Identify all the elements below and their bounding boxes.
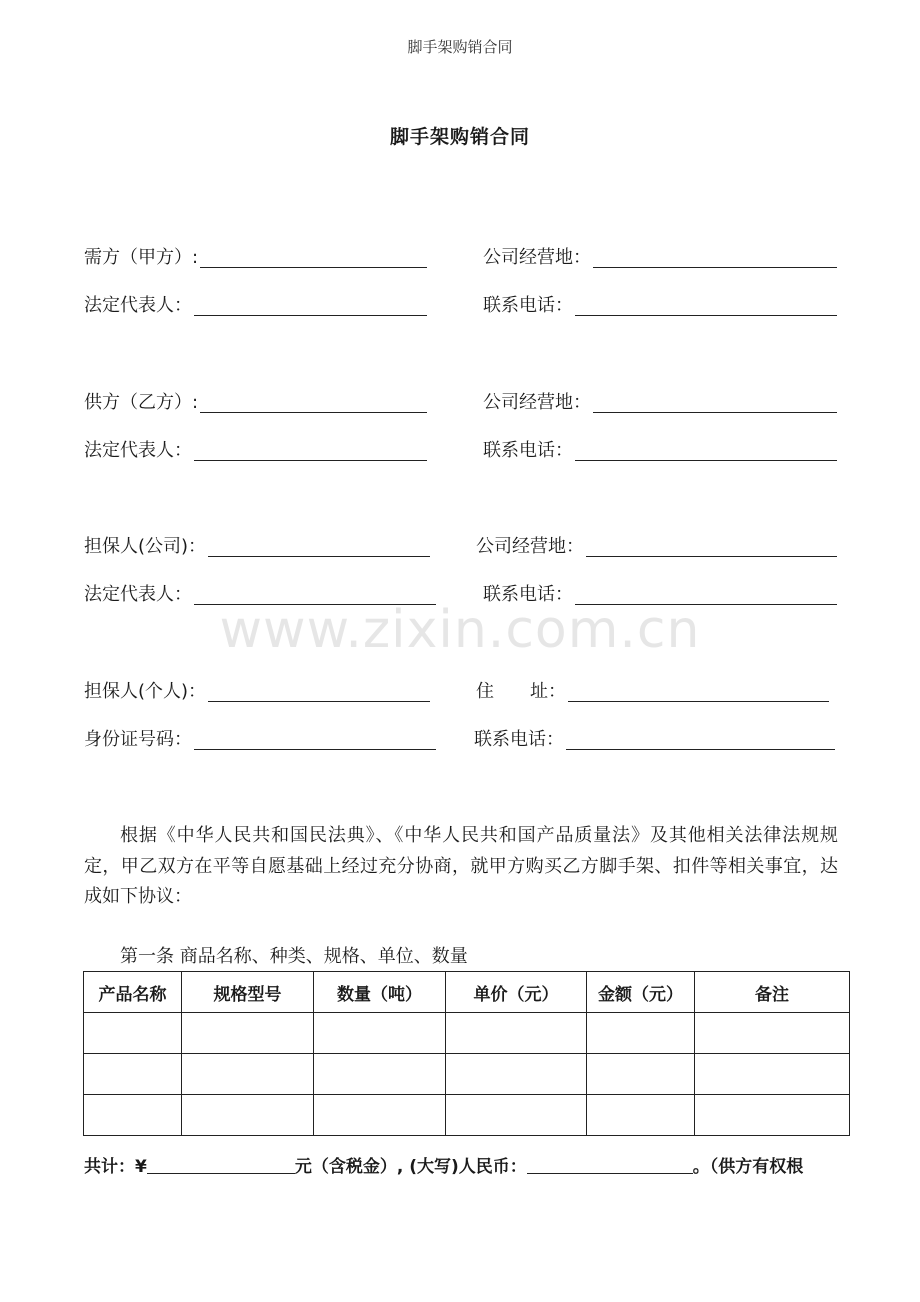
seller-phone-field[interactable]	[483, 439, 837, 463]
buyer-phone-label: 联系电话：	[483, 295, 573, 316]
guarantor-person-id-blank[interactable]	[194, 730, 436, 750]
buyer-address-label: 公司经营地：	[483, 247, 591, 268]
guarantor-person-name-field[interactable]	[84, 680, 430, 704]
table-cell[interactable]	[314, 1013, 446, 1054]
guarantor-company-address-field[interactable]	[476, 535, 837, 559]
guarantor-company-rep-field[interactable]	[84, 583, 436, 607]
goods-table-header-row	[84, 972, 850, 1013]
watermark: www.zixin.com.cn	[219, 600, 701, 660]
table-cell[interactable]	[695, 1054, 850, 1095]
preamble-paragraph: 根据《中华人民共和国民法典》、《中华人民共和国产品质量法》及其他相关法律法规规定，甲乙双方在平等自愿基础上经过充分协商，就甲方购买乙方脚手架、扣件等相关事宜，达成如下协议：	[84, 825, 838, 907]
goods-table	[83, 971, 850, 1136]
col-header-remarks: 备注	[695, 972, 850, 1013]
buyer-name-blank[interactable]	[200, 248, 427, 268]
table-cell[interactable]	[84, 1054, 182, 1095]
table-cell[interactable]	[446, 1054, 587, 1095]
seller-name-label: 供方（乙方）:	[84, 392, 199, 413]
table-cell[interactable]	[84, 1095, 182, 1136]
guarantor-company-name-field[interactable]	[84, 535, 430, 559]
seller-name-blank[interactable]	[200, 393, 427, 413]
buyer-rep-blank[interactable]	[194, 296, 427, 316]
guarantor-person-id-label: 身份证号码：	[84, 729, 192, 750]
buyer-name-label: 需方（甲方）:	[84, 247, 199, 268]
total-mid: 元（含税金）, (大写)人民币：	[294, 1157, 527, 1177]
guarantor-person-phone-label: 联系电话：	[474, 729, 564, 750]
guarantor-company-rep-blank[interactable]	[194, 585, 436, 605]
seller-rep-blank[interactable]	[194, 441, 427, 461]
guarantor-person-phone-blank[interactable]	[566, 730, 835, 750]
table-row	[84, 1054, 850, 1095]
article-1-title: 第一条 商品名称、种类、规格、单位、数量	[120, 946, 468, 967]
seller-address-blank[interactable]	[593, 393, 837, 413]
buyer-name-field[interactable]	[84, 246, 427, 270]
total-prefix: 共计：¥	[84, 1157, 147, 1177]
col-header-quantity: 数量（吨）	[314, 972, 446, 1013]
document-title: 脚手架购销合同	[389, 126, 530, 148]
seller-rep-label: 法定代表人：	[84, 440, 192, 461]
buyer-phone-blank[interactable]	[575, 296, 837, 316]
buyer-address-field[interactable]	[483, 246, 837, 270]
guarantor-company-rep-label: 法定代表人：	[84, 584, 192, 605]
table-cell[interactable]	[182, 1013, 314, 1054]
guarantor-person-phone-field[interactable]	[474, 728, 835, 752]
guarantor-company-phone-label: 联系电话：	[483, 584, 573, 605]
guarantor-person-name-label: 担保人(个人)：	[84, 681, 207, 702]
seller-name-field[interactable]	[84, 391, 427, 415]
table-cell[interactable]	[695, 1095, 850, 1136]
guarantor-person-name-blank[interactable]	[208, 682, 430, 702]
table-cell[interactable]	[446, 1095, 587, 1136]
guarantor-company-address-label: 公司经营地：	[476, 536, 584, 557]
seller-address-field[interactable]	[483, 391, 837, 415]
buyer-rep-field[interactable]	[84, 294, 427, 318]
guarantor-company-name-label: 担保人(公司)：	[84, 536, 207, 557]
guarantor-company-name-blank[interactable]	[208, 537, 430, 557]
buyer-address-blank[interactable]	[593, 248, 837, 268]
col-header-unit-price: 单价（元）	[446, 972, 587, 1013]
table-cell[interactable]	[182, 1054, 314, 1095]
seller-phone-blank[interactable]	[575, 441, 837, 461]
table-cell[interactable]	[587, 1095, 695, 1136]
guarantor-company-phone-blank[interactable]	[575, 585, 837, 605]
seller-rep-field[interactable]	[84, 439, 427, 463]
total-line	[84, 1149, 854, 1177]
table-cell[interactable]	[314, 1095, 446, 1136]
guarantor-company-phone-field[interactable]	[483, 583, 837, 607]
total-amount-blank[interactable]	[147, 1154, 295, 1174]
table-cell[interactable]	[314, 1054, 446, 1095]
total-uppercase-blank[interactable]	[527, 1154, 693, 1174]
guarantor-person-address-blank[interactable]	[568, 682, 829, 702]
guarantor-company-address-blank[interactable]	[586, 537, 837, 557]
guarantor-person-address-field[interactable]	[476, 680, 829, 704]
table-cell[interactable]	[587, 1013, 695, 1054]
table-cell[interactable]	[587, 1054, 695, 1095]
guarantor-person-address-label: 住 址：	[476, 681, 566, 702]
seller-address-label: 公司经营地：	[483, 392, 591, 413]
running-header: 脚手架购销合同	[407, 38, 513, 56]
col-header-amount: 金额（元）	[587, 972, 695, 1013]
seller-phone-label: 联系电话：	[483, 440, 573, 461]
table-row	[84, 1095, 850, 1136]
table-cell[interactable]	[182, 1095, 314, 1136]
col-header-spec-model: 规格型号	[182, 972, 314, 1013]
table-cell[interactable]	[446, 1013, 587, 1054]
guarantor-person-id-field[interactable]	[84, 728, 436, 752]
table-cell[interactable]	[695, 1013, 850, 1054]
total-suffix: 。（供方有权根	[692, 1157, 804, 1177]
col-header-product-name: 产品名称	[84, 972, 182, 1013]
table-cell[interactable]	[84, 1013, 182, 1054]
buyer-phone-field[interactable]	[483, 294, 837, 318]
buyer-rep-label: 法定代表人：	[84, 295, 192, 316]
table-row	[84, 1013, 850, 1054]
